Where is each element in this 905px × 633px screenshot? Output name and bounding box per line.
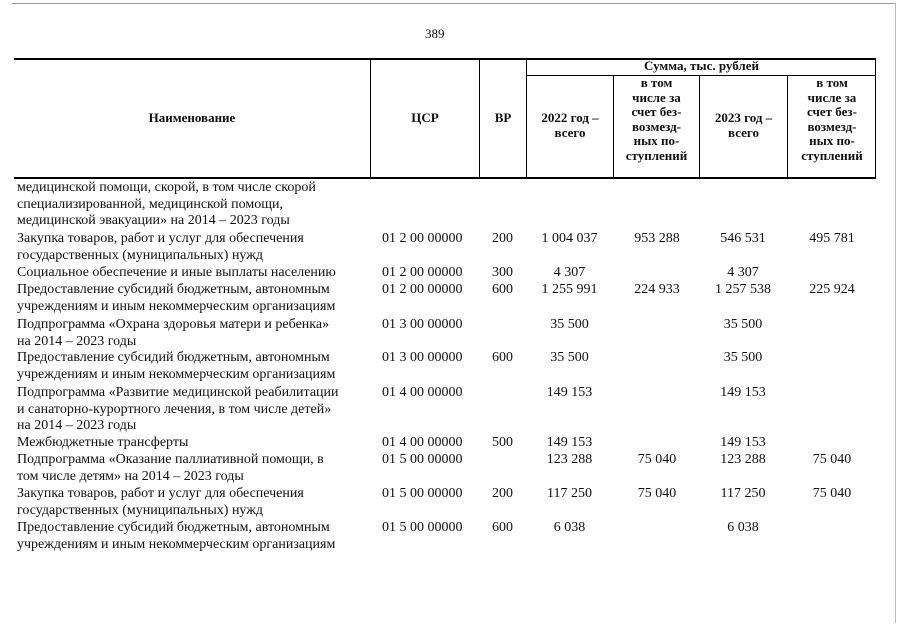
row-name-line: Социальное обеспечение и иные выплаты населению <box>17 265 336 280</box>
header-2023-gratuitous-line: возмезд- <box>807 118 857 134</box>
row-name-line: Предоставление субсидий бюджетным, автономным <box>17 350 330 365</box>
table-header <box>0 0 905 180</box>
row-vr: 600 <box>492 282 513 297</box>
row-2022-gratuitous: 224 933 <box>634 282 680 297</box>
row-2022-gratuitous: 75 040 <box>637 452 677 467</box>
row-name-line: учреждениям и иным некоммерческим организациям <box>17 366 336 382</box>
row-2023-total: 117 250 <box>720 486 766 501</box>
row-csr: 01 2 00 00000 <box>382 282 463 297</box>
row-name-line: учреждениям и иным некоммерческим организациям <box>17 536 336 552</box>
row-name-line: медицинской помощи, скорой, в том числе скорой <box>17 180 316 195</box>
row-2023-gratuitous: 495 781 <box>809 231 855 246</box>
header-2022-gratuitous-line: числе за <box>632 89 681 105</box>
header-2023-gratuitous <box>788 76 876 164</box>
row-2022-total: 149 153 <box>546 435 593 450</box>
header-2022-total <box>527 111 613 140</box>
header-csr: ЦСР <box>411 110 439 125</box>
row-name-line: том числе детям» на 2014 – 2023 годы <box>17 468 244 484</box>
row-name-line: учреждениям и иным некоммерческим организациям <box>17 298 336 314</box>
header-vr: ВР <box>494 110 512 125</box>
row-2023-gratuitous: 75 040 <box>812 486 852 501</box>
row-vr: 500 <box>492 435 513 450</box>
row-csr: 01 2 00 00000 <box>382 231 463 246</box>
header-2022-total-line: всего <box>554 124 586 140</box>
header-name: Наименование <box>148 110 236 125</box>
row-2023-gratuitous: 225 924 <box>809 282 855 297</box>
row-2022-gratuitous: 953 288 <box>634 231 680 246</box>
page-number: 389 <box>425 26 445 41</box>
row-2023-total: 149 153 <box>720 385 766 400</box>
row-csr: 01 5 00 00000 <box>382 452 463 467</box>
row-name-line: и санаторно-курортного лечения, в том числе детей» <box>17 401 332 417</box>
header-2023-gratuitous-line: в том <box>816 75 848 90</box>
header-2023-gratuitous-line: счет без- <box>807 104 857 120</box>
row-2022-gratuitous: 75 040 <box>637 486 677 501</box>
row-2023-total: 35 500 <box>723 317 763 332</box>
row-name-line: Предоставление субсидий бюджетным, автономным <box>17 520 330 535</box>
header-2022-gratuitous-line: ных по- <box>633 133 680 149</box>
row-vr: 300 <box>492 265 513 280</box>
row-2022-total: 1 004 037 <box>541 231 598 246</box>
header-2022-gratuitous-line: в том <box>640 75 673 90</box>
row-csr: 01 5 00 00000 <box>382 520 463 535</box>
row-name <box>17 180 369 230</box>
row-2022-total: 35 500 <box>550 317 589 332</box>
row-name-line: Подпрограмма «Охрана здоровья матери и ребенка» <box>17 317 330 332</box>
row-2023-total: 4 307 <box>727 265 759 280</box>
row-name <box>17 435 369 452</box>
header-2023-total <box>700 111 787 140</box>
header-sum-title: Сумма, тыс. рублей <box>644 58 759 73</box>
row-2022-total: 4 307 <box>553 265 586 280</box>
header-2023-gratuitous-line: ступлений <box>801 147 863 163</box>
row-name-line: на 2014 – 2023 годы <box>17 418 137 433</box>
header-2022-gratuitous-line: возмезд- <box>632 118 681 134</box>
row-csr: 01 4 00 00000 <box>382 385 463 400</box>
row-name-line: Закупка товаров, работ и услуг для обеспечения <box>17 486 304 501</box>
row-2022-total: 6 038 <box>553 520 586 535</box>
row-name <box>17 265 369 282</box>
row-2023-total: 6 038 <box>727 520 759 535</box>
row-2023-total: 546 531 <box>720 231 766 246</box>
row-2023-total: 1 257 538 <box>715 282 771 297</box>
row-2022-total: 149 153 <box>546 385 593 400</box>
row-name <box>17 282 369 315</box>
row-name <box>17 452 369 485</box>
header-2023-total-line: всего <box>728 124 759 140</box>
header-2022-gratuitous-line: счет без- <box>631 104 682 120</box>
row-name <box>17 486 369 519</box>
row-vr: 200 <box>492 231 513 246</box>
row-2022-total: 123 288 <box>546 452 593 467</box>
row-name <box>17 385 369 435</box>
row-name-line: Подпрограмма «Развитие медицинской реабилитации <box>17 385 339 400</box>
row-name-line: государственных (муниципальных) нужд <box>17 502 264 518</box>
row-name-line: на 2014 – 2023 годы <box>17 333 137 349</box>
row-2022-total: 35 500 <box>550 350 589 365</box>
row-name-line: Предоставление субсидий бюджетным, автономным <box>17 282 330 297</box>
row-2023-total: 35 500 <box>723 350 763 365</box>
header-bottom-rule <box>14 177 876 179</box>
row-name-line: медицинской эвакуации» на 2014 – 2023 годы <box>17 213 290 228</box>
header-2022-total-line: 2022 год – <box>541 110 599 125</box>
row-name <box>17 350 369 383</box>
row-2023-total: 149 153 <box>720 435 766 450</box>
row-vr: 600 <box>492 520 513 535</box>
header-2022-gratuitous-line: ступлений <box>625 147 688 163</box>
row-name <box>17 231 369 264</box>
header-2022-gratuitous <box>614 76 699 164</box>
row-name-line: Межбюджетные трансферты <box>17 435 189 450</box>
row-csr: 01 4 00 00000 <box>382 435 463 450</box>
row-name-line: специализированной, медицинской помощи, <box>17 196 283 212</box>
row-csr: 01 3 00 00000 <box>382 350 463 365</box>
row-2023-gratuitous: 75 040 <box>812 452 852 467</box>
row-name-line: государственных (муниципальных) нужд <box>17 247 264 263</box>
row-2022-total: 1 255 991 <box>541 282 598 297</box>
row-name <box>17 317 369 350</box>
row-csr: 01 2 00 00000 <box>382 265 463 280</box>
row-csr: 01 3 00 00000 <box>382 317 463 332</box>
row-2022-total: 117 250 <box>547 486 592 501</box>
row-name-line: Закупка товаров, работ и услуг для обеспечения <box>17 231 304 246</box>
row-2023-total: 123 288 <box>720 452 766 467</box>
row-vr: 200 <box>492 486 513 501</box>
row-csr: 01 5 00 00000 <box>382 486 463 501</box>
header-2023-gratuitous-line: числе за <box>807 89 857 105</box>
header-2023-total-line: 2023 год – <box>714 110 773 125</box>
header-2023-gratuitous-line: ных по- <box>809 133 855 149</box>
row-name <box>17 520 369 553</box>
row-vr: 600 <box>492 350 513 365</box>
row-name-line: Подпрограмма «Оказание паллиативной помощи, в <box>17 452 324 467</box>
